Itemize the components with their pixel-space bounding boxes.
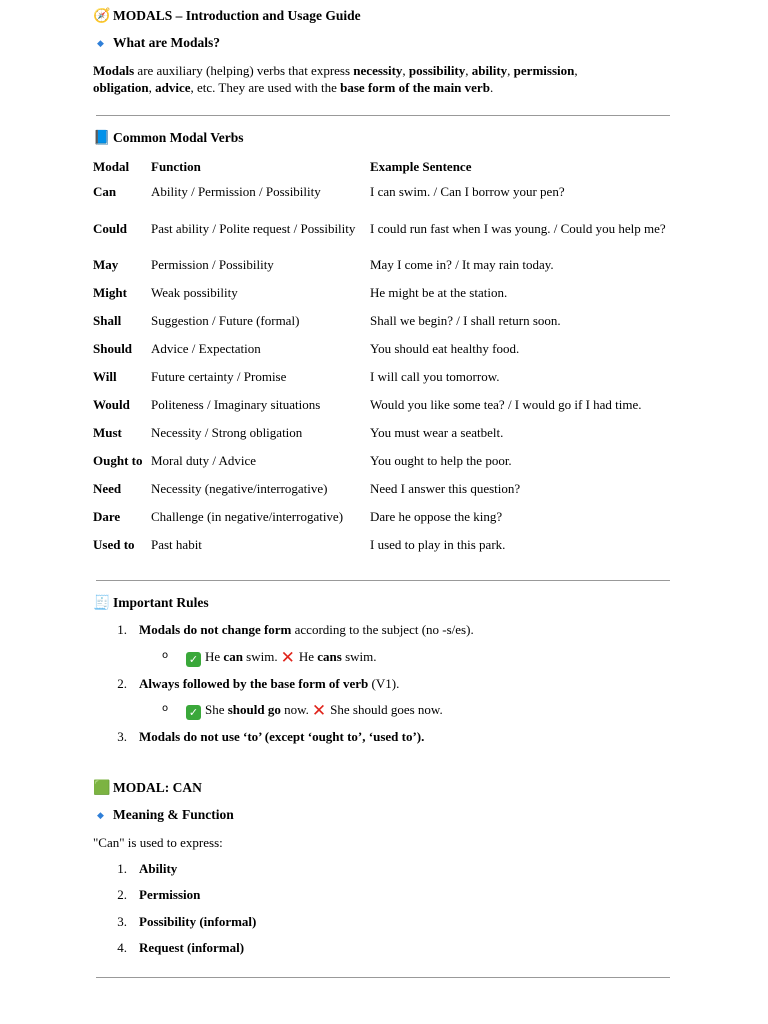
list-number: 1. [117, 861, 127, 876]
can-intro: "Can" is used to express: [93, 835, 223, 850]
rule-2: Always followed by the base form of verb (V1). [139, 676, 400, 691]
table-row: Shall Suggestion / Future (formal) Shall we begin? / I shall return soon. [93, 313, 561, 328]
divider [96, 977, 670, 978]
check-mark-icon: ✓ [186, 705, 201, 720]
table-row: Should Advice / Expectation You should eat healthy food. [93, 341, 520, 356]
list-item: Request (informal) [139, 940, 245, 955]
divider [96, 115, 670, 116]
table-row: Need Necessity (negative/interrogative) Need I answer this question? [93, 481, 521, 496]
list-number: 2. [117, 676, 127, 691]
what-are-modals-heading: ◆ What are Modals? [97, 35, 220, 50]
rule-1-example: ✓ He can swim. ✕ He cans swim. [186, 649, 377, 667]
list-number: 3. [117, 729, 127, 744]
important-rules-heading: 🧾 Important Rules [93, 595, 209, 611]
column-header-example: Example Sentence [370, 159, 472, 174]
divider [96, 580, 670, 581]
bullet: o [162, 650, 169, 661]
table-row: Used to Past habit I used to play in this park. [93, 537, 506, 552]
rule-3: Modals do not use ‘to’ (except ‘ought to’, ‘used to’). [139, 729, 425, 744]
list-number: 4. [117, 940, 127, 955]
list-item: Ability [139, 861, 178, 876]
table-header-row [93, 156, 670, 178]
page-title: 🧭 MODALS – Introduction and Usage Guide [93, 8, 361, 24]
check-mark-icon: ✓ [186, 652, 201, 667]
column-header-modal: Modal [93, 159, 130, 174]
blue-diamond-icon: ◆ [97, 811, 104, 821]
cross-mark-icon: ✕ [280, 648, 295, 668]
meaning-function-heading: ◆ Meaning & Function [97, 807, 234, 822]
modal-can-heading: 🟩 MODAL: CAN [93, 780, 202, 796]
rule-1: Modals do not change form according to the subject (no -s/es). [139, 622, 474, 637]
table-row: Ought to Moral duty / Advice You ought to help the poor. [93, 453, 512, 468]
bullet: o [162, 703, 169, 714]
blue-diamond-icon: ◆ [97, 39, 104, 49]
list-item: Permission [139, 887, 201, 902]
rule-2-example: ✓ She should go now. ✕ She should goes now. [186, 702, 443, 720]
table-row: Dare Challenge (in negative/interrogative) Dare he oppose the king? [93, 509, 503, 524]
table-row: Must Necessity / Strong obligation You must wear a seatbelt. [93, 425, 504, 440]
intro-paragraph: Modals are auxiliary (helping) verbs that express necessity, possibility, ability, permission, obligation, advice, etc. They are used with the base form of the main verb. [93, 63, 578, 95]
modal-verbs-table [93, 156, 670, 559]
cross-mark-icon: ✕ [311, 701, 327, 721]
table-row: Can Ability / Permission / Possibility I can swim. / Can I borrow your pen? [93, 184, 565, 199]
table-row: Will Future certainty / Promise I will call you tomorrow. [93, 369, 500, 384]
list-number: 1. [117, 622, 127, 637]
list-number: 2. [117, 887, 127, 902]
table-row: Might Weak possibility He might be at the station. [93, 285, 508, 300]
table-row: Would Politeness / Imaginary situations Would you like some tea? / I would go if I had time. [93, 397, 642, 412]
column-header-function: Function [151, 159, 201, 174]
compass-icon: 🧭 [93, 8, 111, 24]
green-square-icon: 🟩 [93, 780, 111, 796]
table-row: Could Past ability / Polite request / Possibility I could run fast when I was young. / Could you help me? [93, 220, 666, 236]
table-row: May Permission / Possibility May I come in? / It may rain today. [93, 257, 554, 272]
list-item: Possibility (informal) [139, 914, 257, 929]
blue-book-icon: 📘 [93, 130, 111, 146]
receipt-icon: 🧾 [93, 595, 111, 611]
common-modals-heading: 📘 Common Modal Verbs [93, 130, 244, 146]
list-number: 3. [117, 914, 127, 929]
